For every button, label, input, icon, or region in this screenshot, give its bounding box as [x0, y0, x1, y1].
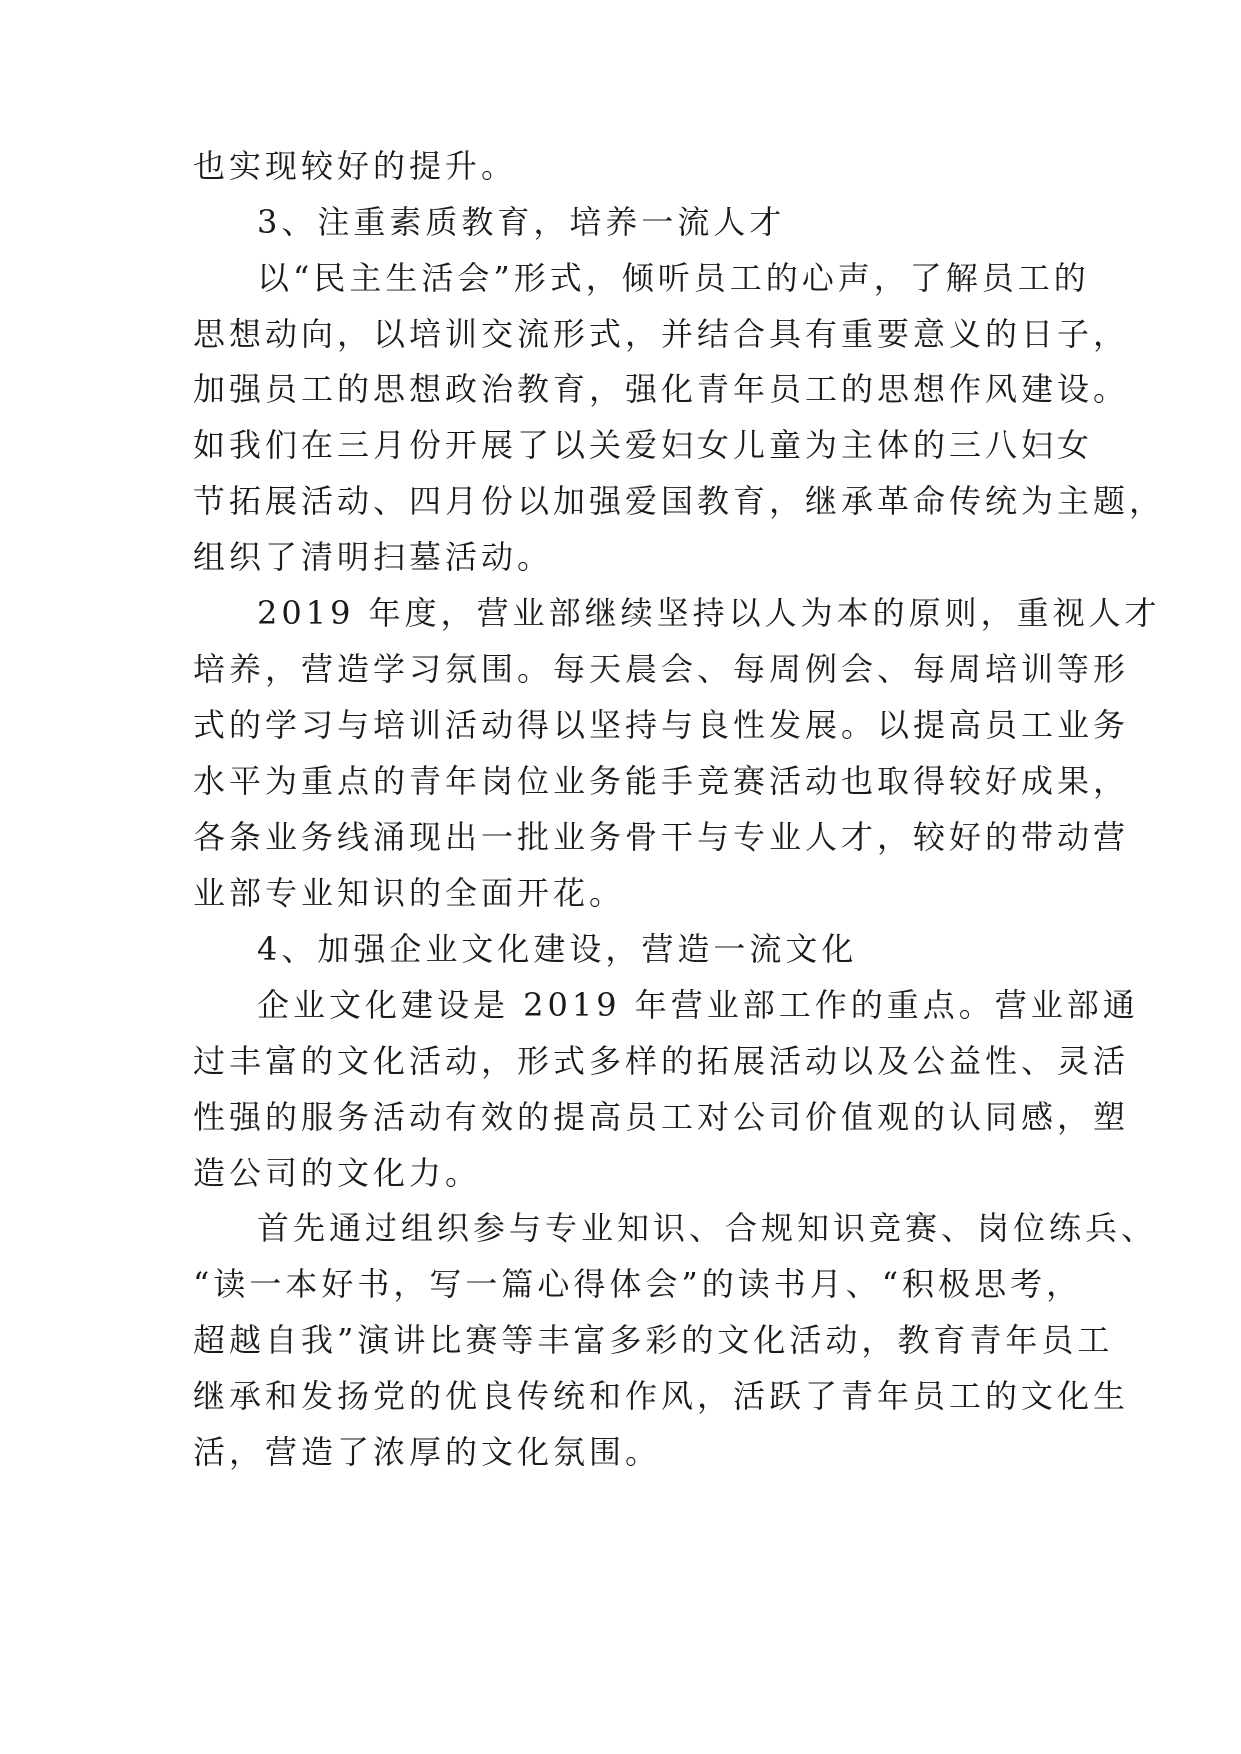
paragraph-line: 如我们在三月份开展了以关爱妇女儿童为主体的三八妇女 — [193, 426, 1094, 464]
paragraph-line: 培养，营造学习氛围。每天晨会、每周例会、每周培训等形 — [193, 650, 1130, 688]
paragraph-line: 过丰富的文化活动，形式多样的拓展活动以及公益性、灵活 — [193, 1042, 1130, 1080]
paragraph-line: 式的学习与培训活动得以坚持与良性发展。以提高员工业务 — [193, 706, 1130, 744]
paragraph-line: 造公司的文化力。 — [193, 1154, 482, 1192]
paragraph-line: 首先通过组织参与专业知识、合规知识竞赛、岗位练兵、 — [257, 1209, 1158, 1247]
paragraph-line: 加强员工的思想政治教育，强化青年员工的思想作风建设。 — [193, 370, 1130, 408]
paragraph-line: 组织了清明扫墓活动。 — [193, 538, 554, 576]
paragraph-line: 节拓展活动、四月份以加强爱国教育，继承革命传统为主题， — [193, 482, 1166, 520]
paragraph-line: 思想动向，以培训交流形式，并结合具有重要意义的日子， — [193, 315, 1130, 353]
paragraph-line: 超越自我”演讲比赛等丰富多彩的文化活动，教育青年员工 — [193, 1321, 1114, 1359]
section-heading-4: 4、加强企业文化建设，营造一流文化 — [257, 930, 858, 968]
paragraph-line: “读一本好书，写一篇心得体会”的读书月、“积极思考， — [193, 1265, 1083, 1303]
paragraph-line: 2019 年度，营业部继续坚持以人为本的原则，重视人才 — [257, 594, 1161, 632]
paragraph-line: 业部专业知识的全面开花。 — [193, 874, 626, 912]
paragraph-line: 水平为重点的青年岗位业务能手竞赛活动也取得较好成果， — [193, 762, 1130, 800]
paragraph-line: 也实现较好的提升。 — [193, 147, 518, 185]
paragraph-line: 企业文化建设是 2019 年营业部工作的重点。营业部通 — [257, 986, 1139, 1024]
paragraph-line: 各条业务线涌现出一批业务骨干与专业人才，较好的带动营 — [193, 818, 1130, 856]
paragraph-line: 以“民主生活会”形式，倾听员工的心声，了解员工的 — [257, 259, 1090, 297]
paragraph-line: 继承和发扬党的优良传统和作风，活跃了青年员工的文化生 — [193, 1377, 1130, 1415]
section-heading-3: 3、注重素质教育，培养一流人才 — [257, 203, 786, 241]
paragraph-line: 活，营造了浓厚的文化氛围。 — [193, 1433, 662, 1471]
paragraph-line: 性强的服务活动有效的提高员工对公司价值观的认同感，塑 — [193, 1098, 1130, 1136]
